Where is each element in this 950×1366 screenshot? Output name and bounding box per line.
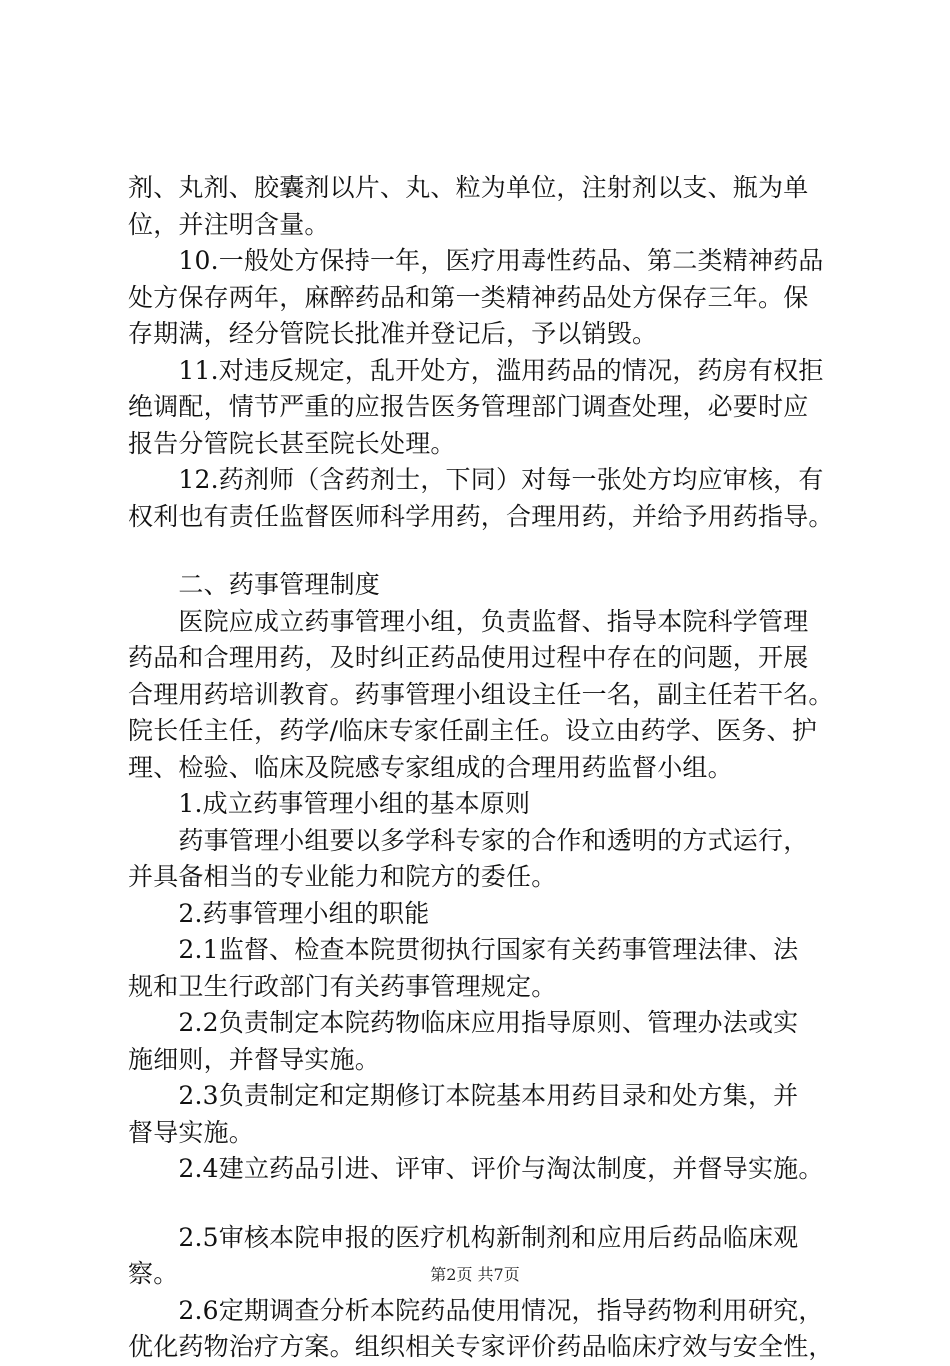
text-line: 2.1监督、检查本院贯彻执行国家有关药事管理法律、法 — [128, 935, 799, 964]
subsection-heading: 1.成立药事管理小组的基本原则 — [128, 789, 531, 818]
text-line: 12.药剂师（含药剂士，下同）对每一张处方均应审核，有 — [128, 465, 824, 494]
text-line: 2.4建立药品引进、评审、评价与淘汰制度，并督导实施。 — [128, 1154, 824, 1183]
text-line: 报告分管院长甚至院长处理。 — [128, 428, 456, 458]
text-line: 处方保存两年，麻醉药品和第一类精神药品处方保存三年。保 — [128, 282, 809, 312]
section-heading: 二、药事管理制度 — [128, 570, 381, 599]
document-body — [128, 170, 840, 1366]
text-line: 医院应成立药事管理小组，负责监督、指导本院科学管理 — [128, 606, 809, 636]
text-line: 合理用药培训教育。药事管理小组设主任一名，副主任若干名。 — [128, 679, 834, 709]
text-line: 施细则，并督导实施。 — [128, 1044, 381, 1074]
text-line: 规和卫生行政部门有关药事管理规定。 — [128, 971, 557, 1001]
paragraph-gap — [128, 1188, 840, 1220]
text-line: 11.对违反规定，乱开处方，滥用药品的情况，药房有权拒 — [128, 355, 824, 385]
subsection-heading: 2.药事管理小组的职能 — [128, 898, 430, 928]
text-line: 并具备相当的专业能力和院方的委任。 — [128, 862, 557, 891]
text-line: 院长任主任，药学/临床专家任副主任。设立由药学、医务、护 — [128, 716, 818, 745]
text-line: 2.2负责制定本院药物临床应用指导原则、管理办法或实 — [128, 1008, 799, 1037]
text-line: 优化药物治疗方案。组织相关专家评价药品临床疗效与安全性， — [128, 1332, 834, 1361]
text-line: 2.6定期调查分析本院药品使用情况，指导药物利用研究， — [128, 1295, 824, 1325]
text-line: 2.3负责制定和定期修订本院基本用药目录和处方集，并 — [128, 1081, 799, 1110]
text-line: 剂、丸剂、胶囊剂以片、丸、粒为单位，注射剂以支、瓶为单 — [128, 173, 809, 202]
text-line: 10.一般处方保持一年，医疗用毒性药品、第二类精神药品 — [128, 246, 824, 275]
text-line: 察。 — [128, 1259, 179, 1288]
text-line: 药品和合理用药，及时纠正药品使用过程中存在的问题，开展 — [128, 643, 809, 672]
text-line: 权利也有责任监督医师科学用药，合理用药，并给予用药指导。 — [128, 501, 834, 531]
text-line: 2.5审核本院申报的医疗机构新制剂和应用后药品临床观 — [128, 1222, 799, 1252]
paragraph-gap — [128, 535, 840, 567]
text-line: 存期满，经分管院长批准并登记后，予以销毁。 — [128, 319, 658, 348]
text-line: 位，并注明含量。 — [128, 209, 330, 239]
page-number-footer: 第2页 共7页 — [430, 1265, 520, 1284]
text-line: 督导实施。 — [128, 1117, 255, 1147]
text-line: 理、检验、临床及院感专家组成的合理用药监督小组。 — [128, 752, 733, 782]
text-line: 绝调配，情节严重的应报告医务管理部门调查处理，必要时应 — [128, 392, 809, 421]
text-line: 药事管理小组要以多学科专家的合作和透明的方式运行， — [128, 825, 809, 855]
